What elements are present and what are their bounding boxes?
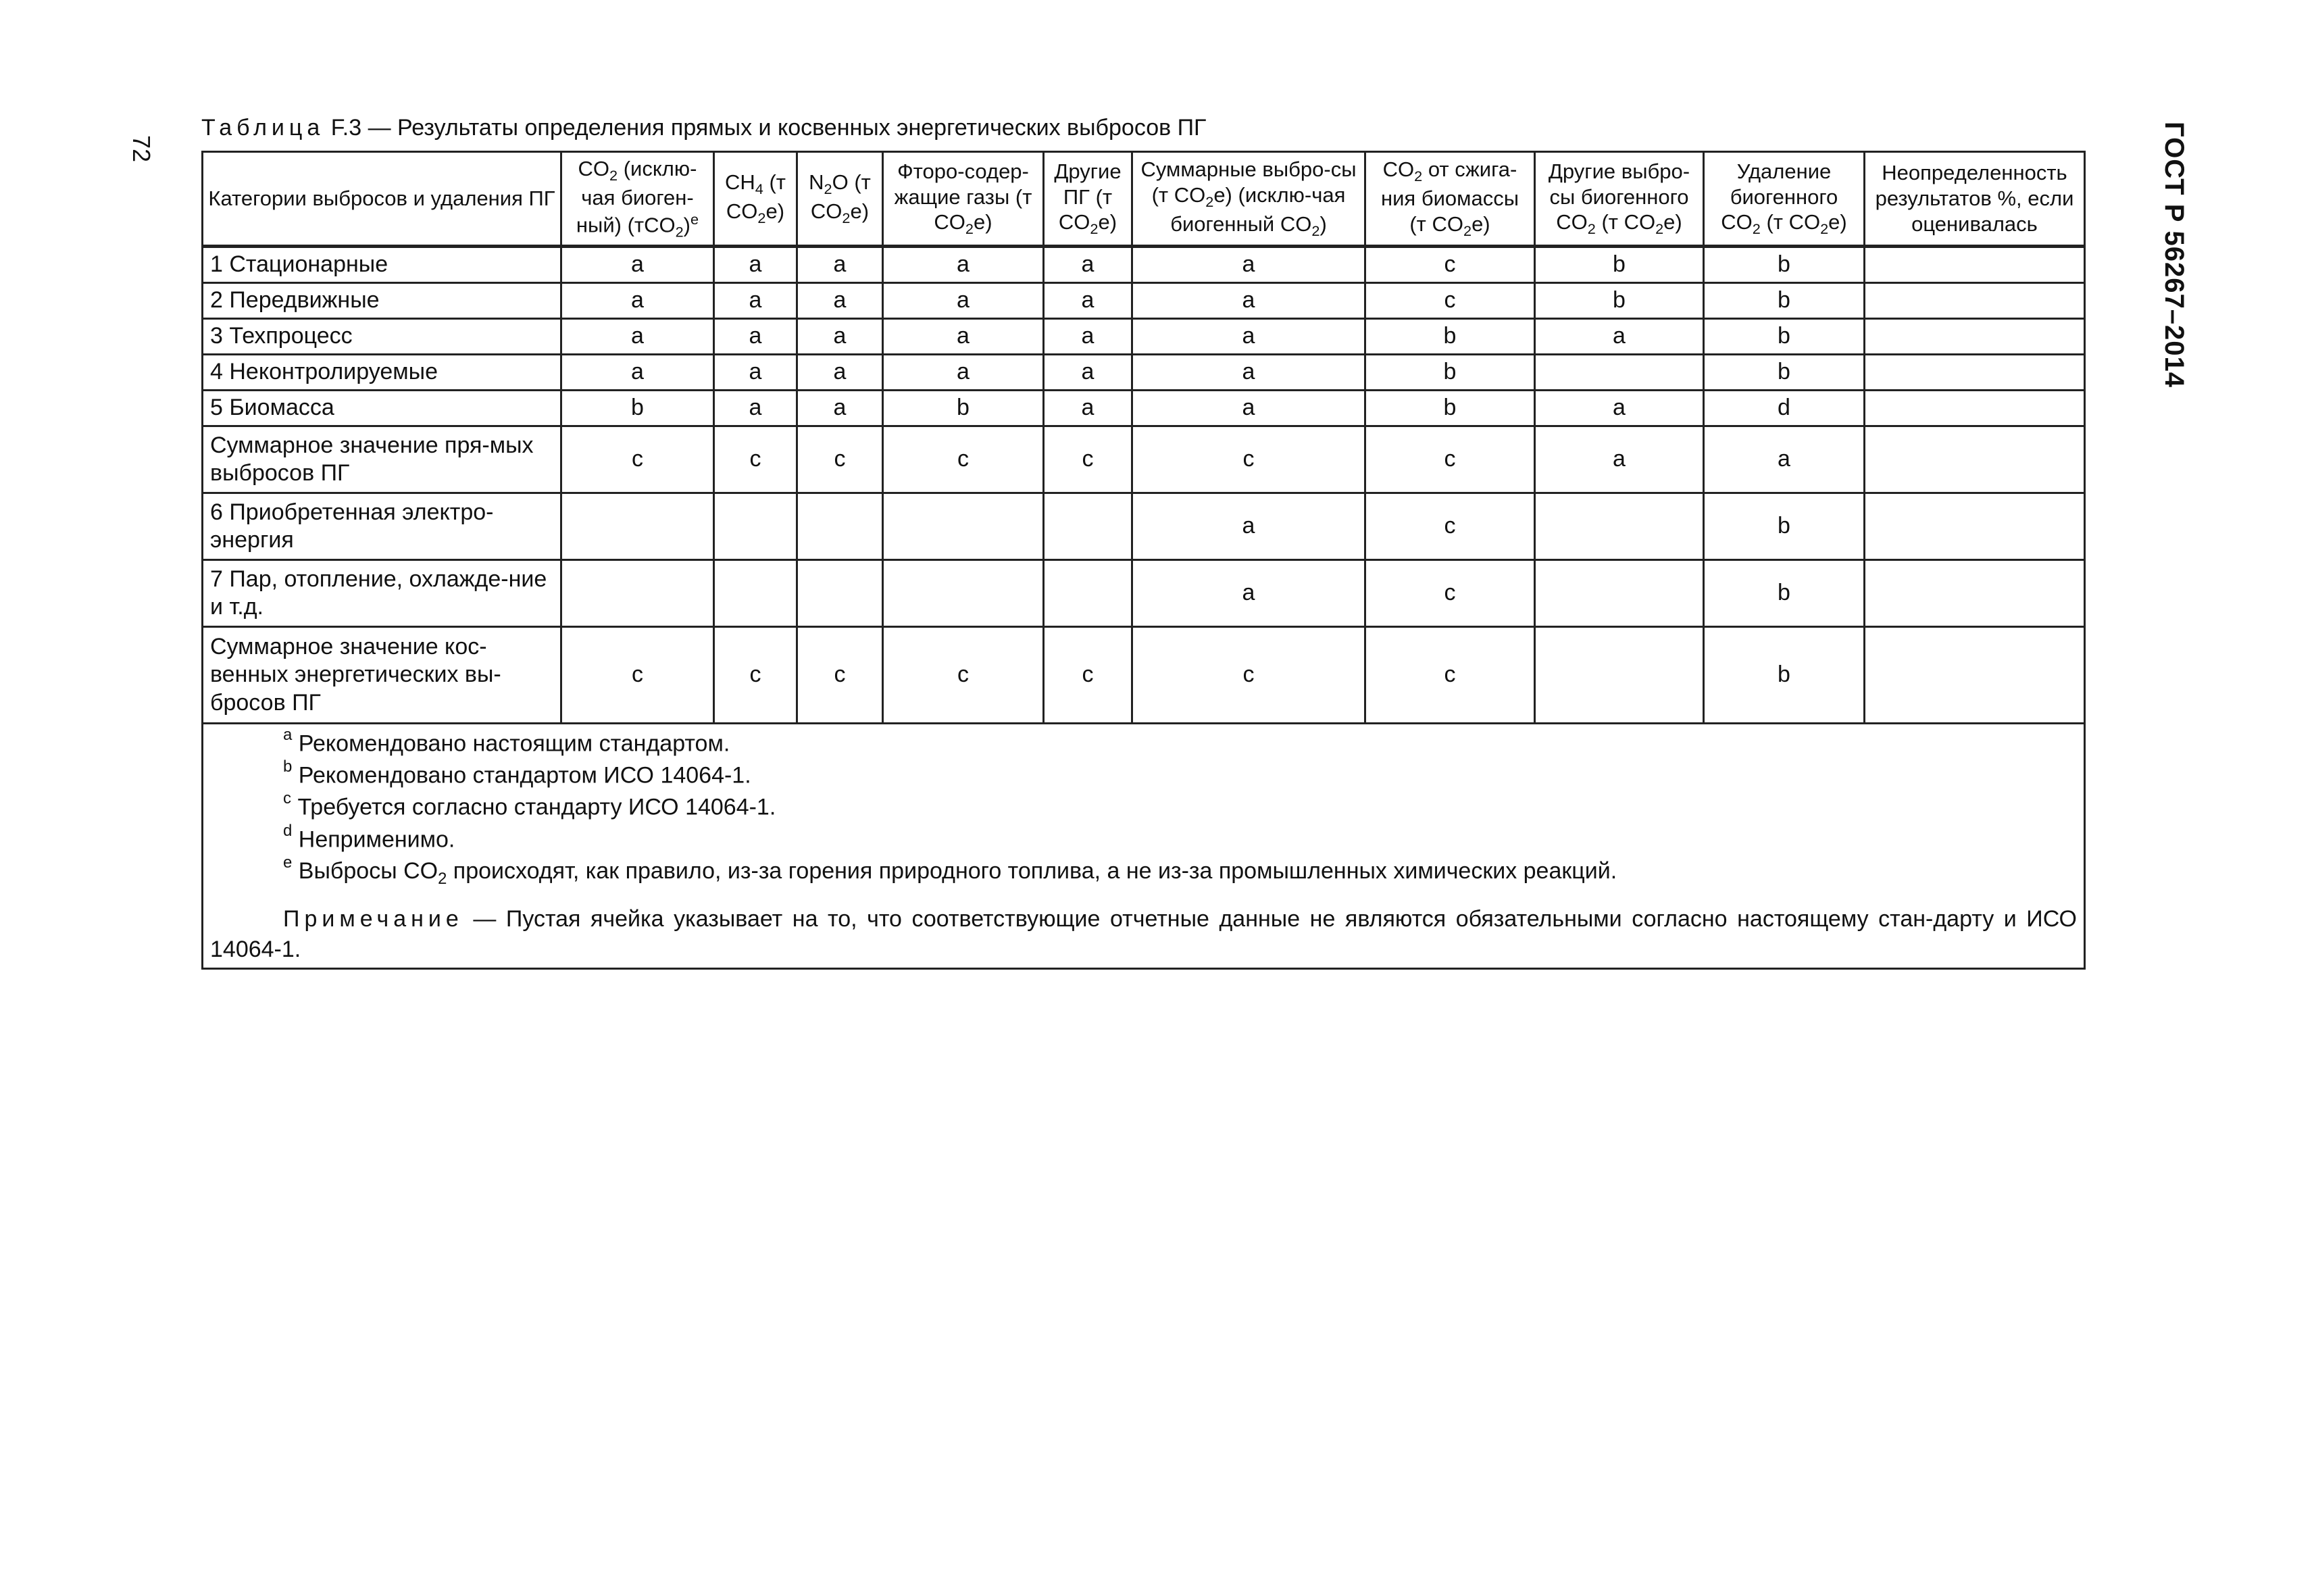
table-cell	[561, 560, 714, 627]
column-header-10: Удаление биогенного $CO_2$ (т $CO_2e$)	[1704, 152, 1865, 247]
table-cell: a	[561, 355, 714, 391]
table-cell	[797, 493, 883, 560]
table-cell: b	[1704, 355, 1865, 391]
row-category: 1 Стационарные	[203, 247, 561, 283]
table-row	[203, 493, 2085, 560]
table-cell: c	[797, 426, 883, 493]
table-cell: a	[561, 319, 714, 355]
table-cell: a	[1044, 283, 1132, 319]
table-cell: b	[1704, 493, 1865, 560]
table-cell: a	[1132, 355, 1365, 391]
table-cell: a	[1535, 391, 1704, 426]
table-cell: c	[883, 627, 1044, 724]
table-cell: a	[883, 355, 1044, 391]
table-row	[203, 391, 2085, 426]
footnote	[210, 759, 2077, 791]
table-cell: a	[1044, 319, 1132, 355]
column-header-4: $N_2O$ (т $CO_2e$)	[797, 152, 883, 247]
table-cell	[1535, 627, 1704, 724]
row-category: 5 Биомасса	[203, 391, 561, 426]
table-cell: c	[1365, 247, 1535, 283]
table-cell: b	[1704, 627, 1865, 724]
table-cell: a	[561, 247, 714, 283]
table-cell: a	[1044, 391, 1132, 426]
table-cell: b	[1704, 560, 1865, 627]
notes-cell	[203, 724, 2085, 969]
table-row	[203, 247, 2085, 283]
table-cell	[797, 560, 883, 627]
table-cell	[1044, 493, 1132, 560]
column-header-8: $CO_2$ от сжига-ния биомассы (т $CO_2e$)	[1365, 152, 1535, 247]
table-cell	[1865, 391, 2085, 426]
table-cell: a	[1132, 247, 1365, 283]
table-cell: a	[1535, 319, 1704, 355]
footnote-mark: d	[283, 821, 293, 840]
table-cell: c	[714, 426, 797, 493]
table-cell	[1865, 493, 2085, 560]
footnote-mark: b	[283, 757, 293, 776]
table-cell: a	[714, 247, 797, 283]
table-cell: a	[714, 391, 797, 426]
table-cell: a	[714, 355, 797, 391]
remark	[210, 904, 2077, 965]
table-cell: a	[797, 247, 883, 283]
table-cell: a	[1132, 391, 1365, 426]
column-header-9: Другие выбро-сы биогенного $CO_2$ (т $CO_2e$)	[1535, 152, 1704, 247]
table-cell: a	[797, 319, 883, 355]
table-cell: a	[1132, 560, 1365, 627]
table-cell: c	[1365, 627, 1535, 724]
column-header-11: Неопределенность результатов %, если оценивалась	[1865, 152, 2085, 247]
table-cell	[1865, 283, 2085, 319]
row-category: Суммарное значение кос-венных энергетических вы-бросов ПГ	[203, 627, 561, 724]
column-header-2: $CO_2$ (исклю-чая биоген-ный) $(тCO_2)^e$	[561, 152, 714, 247]
row-category: 2 Передвижные	[203, 283, 561, 319]
table-cell: a	[1535, 426, 1704, 493]
table-cell	[883, 493, 1044, 560]
caption-text: F.3 — Результаты определения прямых и косвенных энергетических выбросов ПГ	[330, 115, 1207, 141]
table-caption	[201, 115, 1206, 141]
table-cell	[1535, 560, 1704, 627]
column-header-1: Категории выбросов и удаления ПГ	[203, 152, 561, 247]
column-header-6: Другие ПГ (т $CO_2e$)	[1044, 152, 1132, 247]
table-cell: c	[714, 627, 797, 724]
emissions-table	[201, 151, 2086, 970]
row-category: 7 Пар, отопление, охлажде-ние и т.д.	[203, 560, 561, 627]
footnote-text: Выбросы $CO_2$ происходят, как правило, из-за горения природного топлива, а не из-за промышленных химических реакций.	[292, 858, 1617, 888]
table-cell	[1865, 355, 2085, 391]
column-header-3: $CH_4$ (т $CO_2e$)	[714, 152, 797, 247]
footnote-mark: e	[283, 853, 293, 872]
footnote	[210, 823, 2077, 855]
footnote-text: Неприменимо.	[292, 826, 455, 852]
footnote-mark: c	[283, 789, 291, 808]
table-cell	[1865, 560, 2085, 627]
table-cell: a	[797, 355, 883, 391]
table-cell: c	[1365, 283, 1535, 319]
table-cell: a	[1704, 426, 1865, 493]
table-cell	[1535, 493, 1704, 560]
table-cell: c	[1365, 426, 1535, 493]
footnote-text: Требуется согласно стандарту ИСО 14064-1.	[291, 794, 776, 820]
caption-prefix: Таблица	[201, 115, 325, 141]
table-cell: a	[714, 283, 797, 319]
table-cell: a	[883, 283, 1044, 319]
table-cell: b	[1365, 391, 1535, 426]
table-cell: b	[1704, 283, 1865, 319]
table-cell: c	[1365, 493, 1535, 560]
footnotes-list	[210, 727, 2077, 889]
table-cell	[1865, 319, 2085, 355]
notes-row	[203, 724, 2085, 969]
document-code: ГОСТ Р 56267–2014	[2159, 122, 2189, 388]
row-category: Суммарное значение пря-мых выбросов ПГ	[203, 426, 561, 493]
table-cell	[1044, 560, 1132, 627]
table-cell: c	[1132, 627, 1365, 724]
table-cell: c	[1132, 426, 1365, 493]
footnote	[210, 791, 2077, 822]
table-cell: a	[714, 319, 797, 355]
row-category: 3 Техпроцесс	[203, 319, 561, 355]
table-cell	[883, 560, 1044, 627]
table-row	[203, 560, 2085, 627]
footnote-mark: a	[283, 726, 293, 744]
table-cell: a	[797, 283, 883, 319]
table-cell: b	[1365, 355, 1535, 391]
table-cell: a	[883, 247, 1044, 283]
remark-text: — Пустая ячейка указывает на то, что соответствующие отчетные данные не являются обязательными согласно настоящему стан-дарту и ИСО 14064-1.	[210, 906, 2077, 963]
column-header-7: Суммарные выбро-сы (т $CO_2e$) (исклю-чая биогенный $CO_2$)	[1132, 152, 1365, 247]
table-cell: a	[1132, 493, 1365, 560]
table-cell	[1865, 627, 2085, 724]
table-cell: d	[1704, 391, 1865, 426]
table-cell: a	[1044, 247, 1132, 283]
table-cell: a	[561, 283, 714, 319]
table-row	[203, 355, 2085, 391]
table-cell: c	[561, 627, 714, 724]
table-cell: c	[797, 627, 883, 724]
row-category: 4 Неконтролируемые	[203, 355, 561, 391]
page-number: 72	[128, 135, 155, 163]
footnote	[210, 855, 2077, 890]
column-header-5: Фторо-содер-жащие газы (т $CO_2e$)	[883, 152, 1044, 247]
row-category: 6 Приобретенная электро-энергия	[203, 493, 561, 560]
table-cell: b	[1535, 283, 1704, 319]
table-cell: b	[1365, 319, 1535, 355]
table-cell	[1865, 426, 2085, 493]
table-cell: a	[1132, 319, 1365, 355]
table-cell: b	[883, 391, 1044, 426]
table-cell	[714, 560, 797, 627]
table-cell: a	[1044, 355, 1132, 391]
table-cell: c	[1044, 426, 1132, 493]
table-cell: b	[1704, 247, 1865, 283]
table-cell: b	[1535, 247, 1704, 283]
table-row	[203, 627, 2085, 724]
emissions-table-container	[201, 151, 2084, 970]
table-cell: c	[561, 426, 714, 493]
table-cell: c	[1044, 627, 1132, 724]
table-cell: b	[561, 391, 714, 426]
table-body	[203, 247, 2085, 724]
footnote	[210, 727, 2077, 759]
table-cell: a	[797, 391, 883, 426]
table-row	[203, 283, 2085, 319]
footnote-text: Рекомендовано настоящим стандартом.	[292, 730, 730, 757]
footnote-text: Рекомендовано стандартом ИСО 14064-1.	[292, 762, 751, 789]
table-cell	[561, 493, 714, 560]
table-row	[203, 426, 2085, 493]
table-cell: c	[1365, 560, 1535, 627]
table-cell	[1535, 355, 1704, 391]
table-cell: a	[1132, 283, 1365, 319]
table-cell: a	[883, 319, 1044, 355]
table-cell: b	[1704, 319, 1865, 355]
table-row	[203, 319, 2085, 355]
table-cell	[1865, 247, 2085, 283]
table-cell: c	[883, 426, 1044, 493]
remark-label: Примечание	[283, 906, 463, 932]
table-cell	[714, 493, 797, 560]
table-header-row	[203, 152, 2085, 247]
